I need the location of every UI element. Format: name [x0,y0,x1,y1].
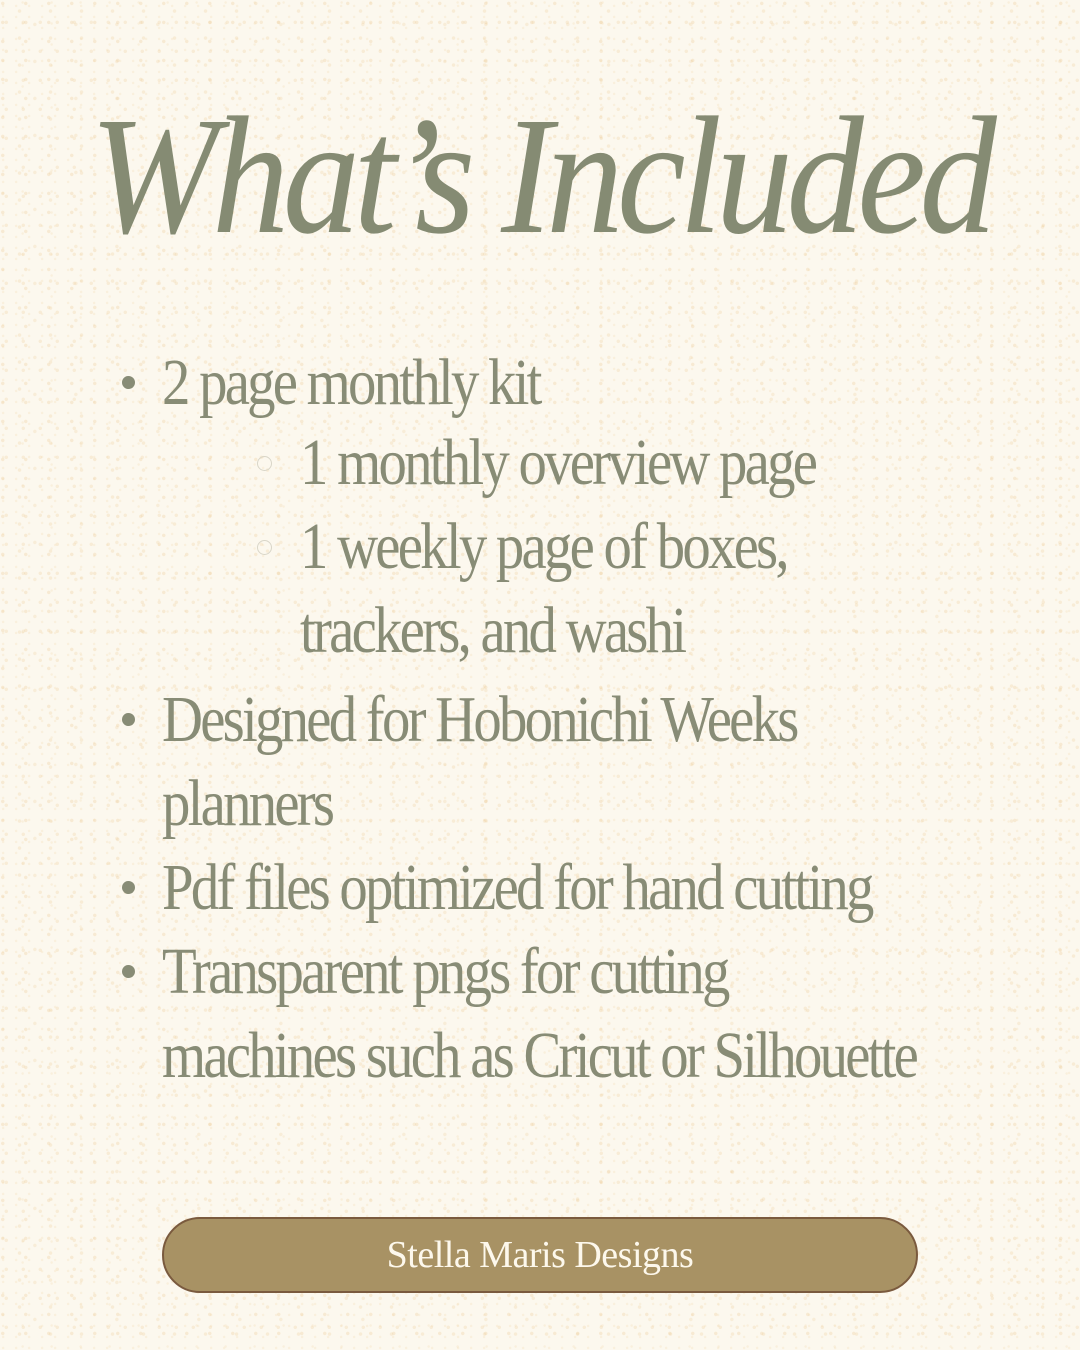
list-item-monthly-kit: 2 page monthly kit [162,346,540,419]
brand-pill [162,1217,918,1293]
list-item-hobonichi: Designed for Hobonichi Weeks [162,683,797,756]
list-item-hobonichi-continued: planners [162,767,333,840]
bullet-icon [122,881,135,894]
brand-name: Stella Maris Designs [386,1234,694,1276]
sub-item-monthly-overview: 1 monthly overview page [300,426,816,499]
sub-item-weekly-page-continued: trackers, and washi [300,594,685,667]
list-item-transparent-pngs: Transparent pngs for cutting [162,935,728,1008]
list-item-transparent-pngs-continued: machines such as Cricut or Silhouette [162,1019,917,1092]
bullet-icon [122,713,135,726]
page-title: What’s Included [89,83,991,269]
bullet-icon [122,965,135,978]
sub-bullet-icon [257,540,272,555]
sub-bullet-icon [257,456,272,471]
bullet-icon [122,376,135,389]
list-item-pdf-files: Pdf files optimized for hand cutting [162,851,872,924]
sub-item-weekly-page: 1 weekly page of boxes, [300,510,787,583]
